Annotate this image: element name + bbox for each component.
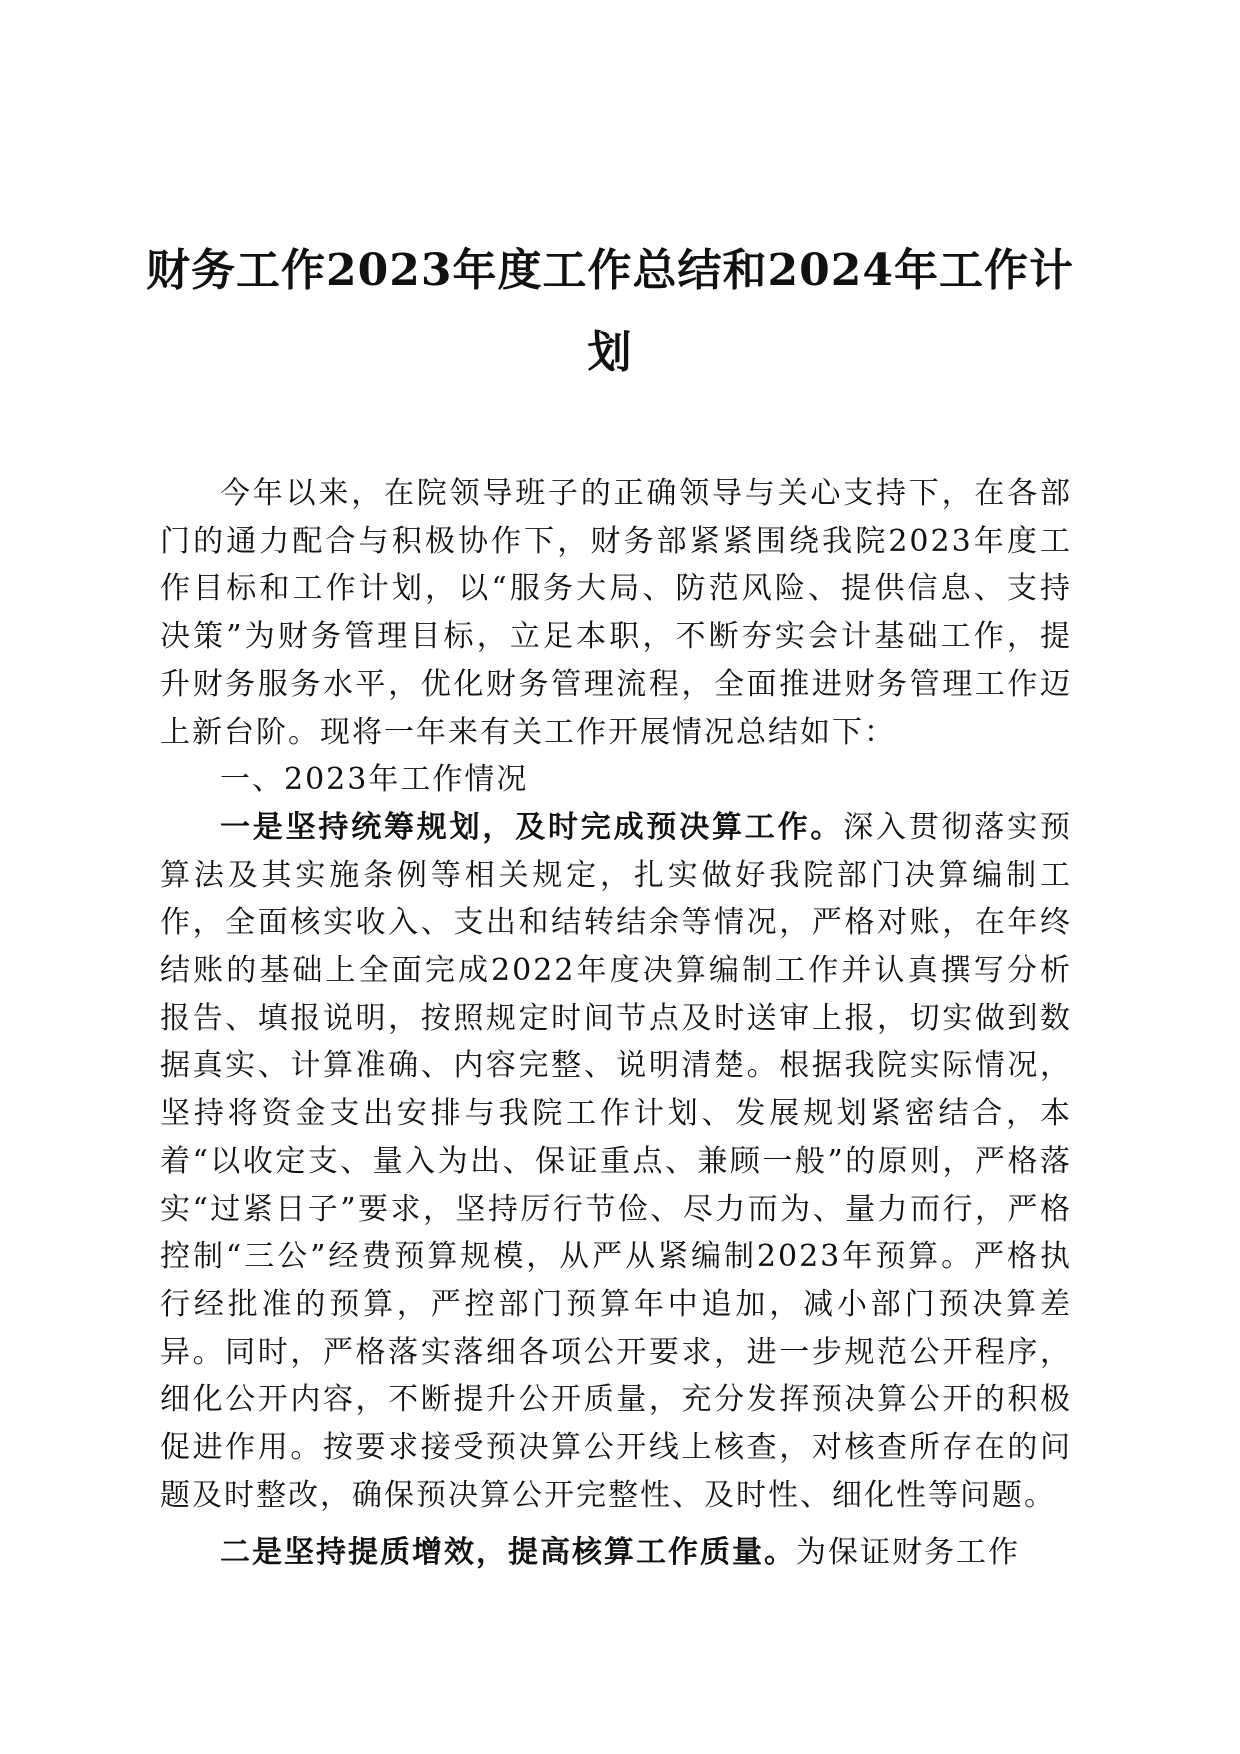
item-2-lead: 二是坚持提质增效，提高核算工作质量。 xyxy=(220,1535,796,1571)
item-2-paragraph xyxy=(160,1529,1072,1577)
section-heading: 一、2023年工作情况 xyxy=(220,762,529,798)
document-body xyxy=(160,470,1072,1577)
intro-paragraph: 今年以来，在院领导班子的正确领导与关心支持下，在各部门的通力配合与积极协作下，财务部紧紧围绕我院2023年度工作目标和工作计划，以“服务大局、防范风险、提供信息、支持决策”为财务管理目标，立足本职，不断夯实会计基础工作，提升财务服务水平，优化财务管理流程，全面推进财务管理工作迈上新台阶。现将一年来有关工作开展情况总结如下： xyxy=(160,476,1072,750)
item-1-body: 深入贯彻落实预算法及其实施条例等相关规定，扎实做好我院部门决算编制工作，全面核实收入、支出和结转结余等情况，严格对账，在年终结账的基础上全面完成2022年度决算编制工作并认真撰写分析报告、填报说明，按照规定时间节点及时送审上报，切实做到数据真实、计算准确、内容完整、说明清楚。根据我院实际情况，坚持将资金支出安排与我院工作计划、发展规划紧密结合，本着“以收定支、量入为出、保证重点、兼顾一般”的原则，严格落实“过紧日子”要求，坚持厉行节俭、尽力而为、量力而行，严格控制“三公”经费预算规模，从严从紧编制2023年预算。严格执行经批准的预算，严控部门预算年中追加，减小部门预决算差异。同时，严格落实落细各项公开要求，进一步规范公开程序，细化公开内容，不断提升公开质量，充分发挥预决算公开的积极促进作用。按要求接受预决算公开线上核查，对核查所存在的问题及时整改，确保预决算公开完整性、及时性、细化性等问题。 xyxy=(160,809,1073,1513)
item-1-paragraph xyxy=(160,804,1072,1520)
document-title: 财务工作2023年度工作总结和2024年工作计划 xyxy=(146,245,1074,378)
paragraph-gap xyxy=(160,1519,1072,1529)
item-2-body: 为保证财务工作 xyxy=(796,1535,1020,1571)
item-1-lead: 一是坚持统筹规划，及时完成预决算工作。 xyxy=(220,809,844,845)
